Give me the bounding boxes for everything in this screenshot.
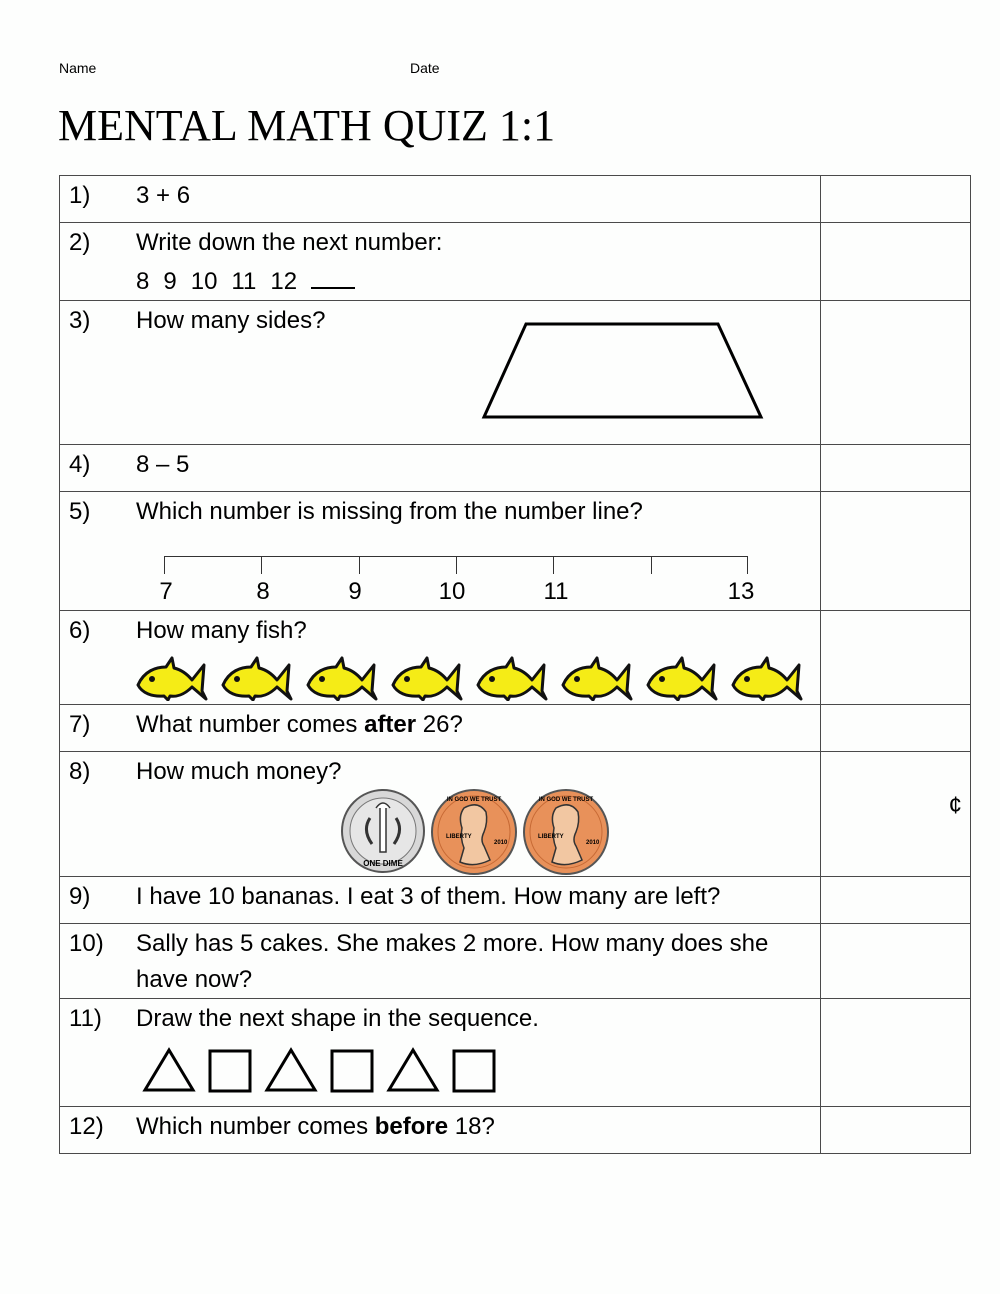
question-row-6	[60, 611, 971, 705]
question-row-8	[60, 752, 971, 877]
question-text-part: What number comes	[136, 711, 365, 738]
answer-cell[interactable]	[821, 924, 971, 999]
triangle-shape	[142, 1047, 196, 1093]
question-text-emphasis: before	[374, 1113, 449, 1140]
answer-cell[interactable]	[821, 1107, 971, 1154]
answer-cell[interactable]	[821, 705, 971, 752]
question-number: 12)	[69, 1113, 104, 1140]
square-shape	[208, 1049, 252, 1093]
name-label: Name	[59, 60, 97, 76]
question-text	[136, 1109, 820, 1145]
question-row-1	[60, 176, 971, 223]
answer-cell[interactable]	[821, 445, 971, 492]
tick-label: 10	[438, 578, 466, 605]
triangle-shape	[386, 1047, 440, 1093]
tick	[456, 556, 457, 574]
question-number: 2)	[69, 229, 91, 256]
tick-label: 13	[727, 578, 755, 605]
question-text: Draw the next shape in the sequence.	[136, 1005, 539, 1032]
question-row-12	[60, 1107, 971, 1154]
sequence-value: 8	[136, 268, 150, 295]
fish-icon	[644, 655, 719, 701]
fish-icon	[134, 655, 209, 701]
question-number: 3)	[69, 307, 91, 334]
question-row-7	[60, 705, 971, 752]
svg-text:2010: 2010	[586, 840, 600, 846]
fish-icon	[304, 655, 379, 701]
square-shape	[330, 1049, 374, 1093]
dime-coin-icon	[340, 788, 426, 874]
tick-label: 9	[348, 578, 362, 605]
answer-cell[interactable]	[821, 223, 971, 301]
fish-icon	[474, 655, 549, 701]
question-number: 4)	[69, 451, 91, 478]
answer-blank	[311, 261, 355, 289]
question-text	[136, 707, 820, 743]
tick	[164, 556, 165, 574]
penny-coin-icon	[430, 788, 518, 876]
question-text: I have 10 bananas. I eat 3 of them. How many are left?	[136, 883, 721, 910]
question-row-3	[60, 301, 971, 445]
square-shape	[452, 1049, 496, 1093]
question-number: 1)	[69, 182, 91, 209]
number-line	[159, 556, 755, 612]
fish-icon	[219, 655, 294, 701]
svg-text:LIBERTY: LIBERTY	[446, 834, 472, 840]
sequence-value: 11	[231, 268, 257, 295]
shape-sequence	[142, 1047, 496, 1093]
sequence-value: 10	[190, 268, 218, 295]
question-number: 7)	[69, 711, 91, 738]
answer-cell[interactable]	[821, 492, 971, 611]
fish-group	[134, 655, 804, 701]
question-number: 9)	[69, 883, 91, 910]
answer-cell[interactable]	[821, 877, 971, 924]
tick	[651, 556, 652, 574]
sequence-value: 12	[270, 268, 298, 295]
svg-text:ONE DIME: ONE DIME	[363, 859, 403, 868]
fish-icon	[729, 655, 804, 701]
number-sequence	[136, 268, 369, 295]
coin-group	[340, 788, 610, 876]
question-text: 8 – 5	[136, 451, 190, 478]
answer-cell[interactable]	[821, 611, 971, 705]
date-label: Date	[410, 60, 440, 76]
tick	[359, 556, 360, 574]
question-text-part: 18?	[448, 1113, 495, 1140]
answer-cell[interactable]	[821, 176, 971, 223]
svg-text:IN GOD WE TRUST: IN GOD WE TRUST	[446, 797, 502, 803]
svg-text:IN GOD WE TRUST: IN GOD WE TRUST	[538, 797, 594, 803]
question-number: 10)	[69, 930, 104, 957]
question-text: Sally has 5 cakes. She makes 2 more. How many does she have now?	[136, 930, 769, 993]
question-text-emphasis: after	[364, 711, 417, 738]
question-text: How many fish?	[136, 617, 307, 644]
question-number: 11)	[69, 1005, 102, 1032]
penny-coin-icon	[522, 788, 610, 876]
question-row-5	[60, 492, 971, 611]
question-row-11	[60, 999, 971, 1107]
question-number: 8)	[69, 758, 91, 785]
question-text: How many sides?	[136, 307, 326, 334]
tick	[747, 556, 748, 574]
tick-label: 7	[159, 578, 173, 605]
svg-text:2010: 2010	[494, 840, 508, 846]
question-row-9	[60, 877, 971, 924]
quiz-table	[59, 175, 971, 1154]
answer-cell[interactable]	[821, 301, 971, 445]
fish-icon	[389, 655, 464, 701]
question-text: Which number is missing from the number line?	[136, 498, 643, 525]
cents-unit: ¢	[948, 792, 962, 819]
svg-text:LIBERTY: LIBERTY	[538, 834, 564, 840]
tick-label: 8	[256, 578, 270, 605]
answer-cell[interactable]	[821, 752, 971, 877]
fish-icon	[559, 655, 634, 701]
tick	[261, 556, 262, 574]
question-row-10	[60, 924, 971, 999]
question-text-part: 26?	[416, 711, 463, 738]
triangle-shape	[264, 1047, 318, 1093]
page-title: MENTAL MATH QUIZ 1:1	[58, 101, 556, 150]
question-text: Write down the next number:	[136, 229, 443, 256]
tick-label: 11	[543, 578, 569, 605]
question-row-2	[60, 223, 971, 301]
tick	[553, 556, 554, 574]
trapezoid-shape	[480, 321, 765, 421]
question-number: 6)	[69, 617, 91, 644]
question-number: 5)	[69, 498, 91, 525]
question-text: 3 + 6	[136, 182, 191, 209]
question-row-4	[60, 445, 971, 492]
sequence-value: 9	[163, 268, 177, 295]
question-text-part: Which number comes	[136, 1113, 375, 1140]
answer-cell[interactable]	[821, 999, 971, 1107]
question-text: How much money?	[136, 758, 342, 785]
